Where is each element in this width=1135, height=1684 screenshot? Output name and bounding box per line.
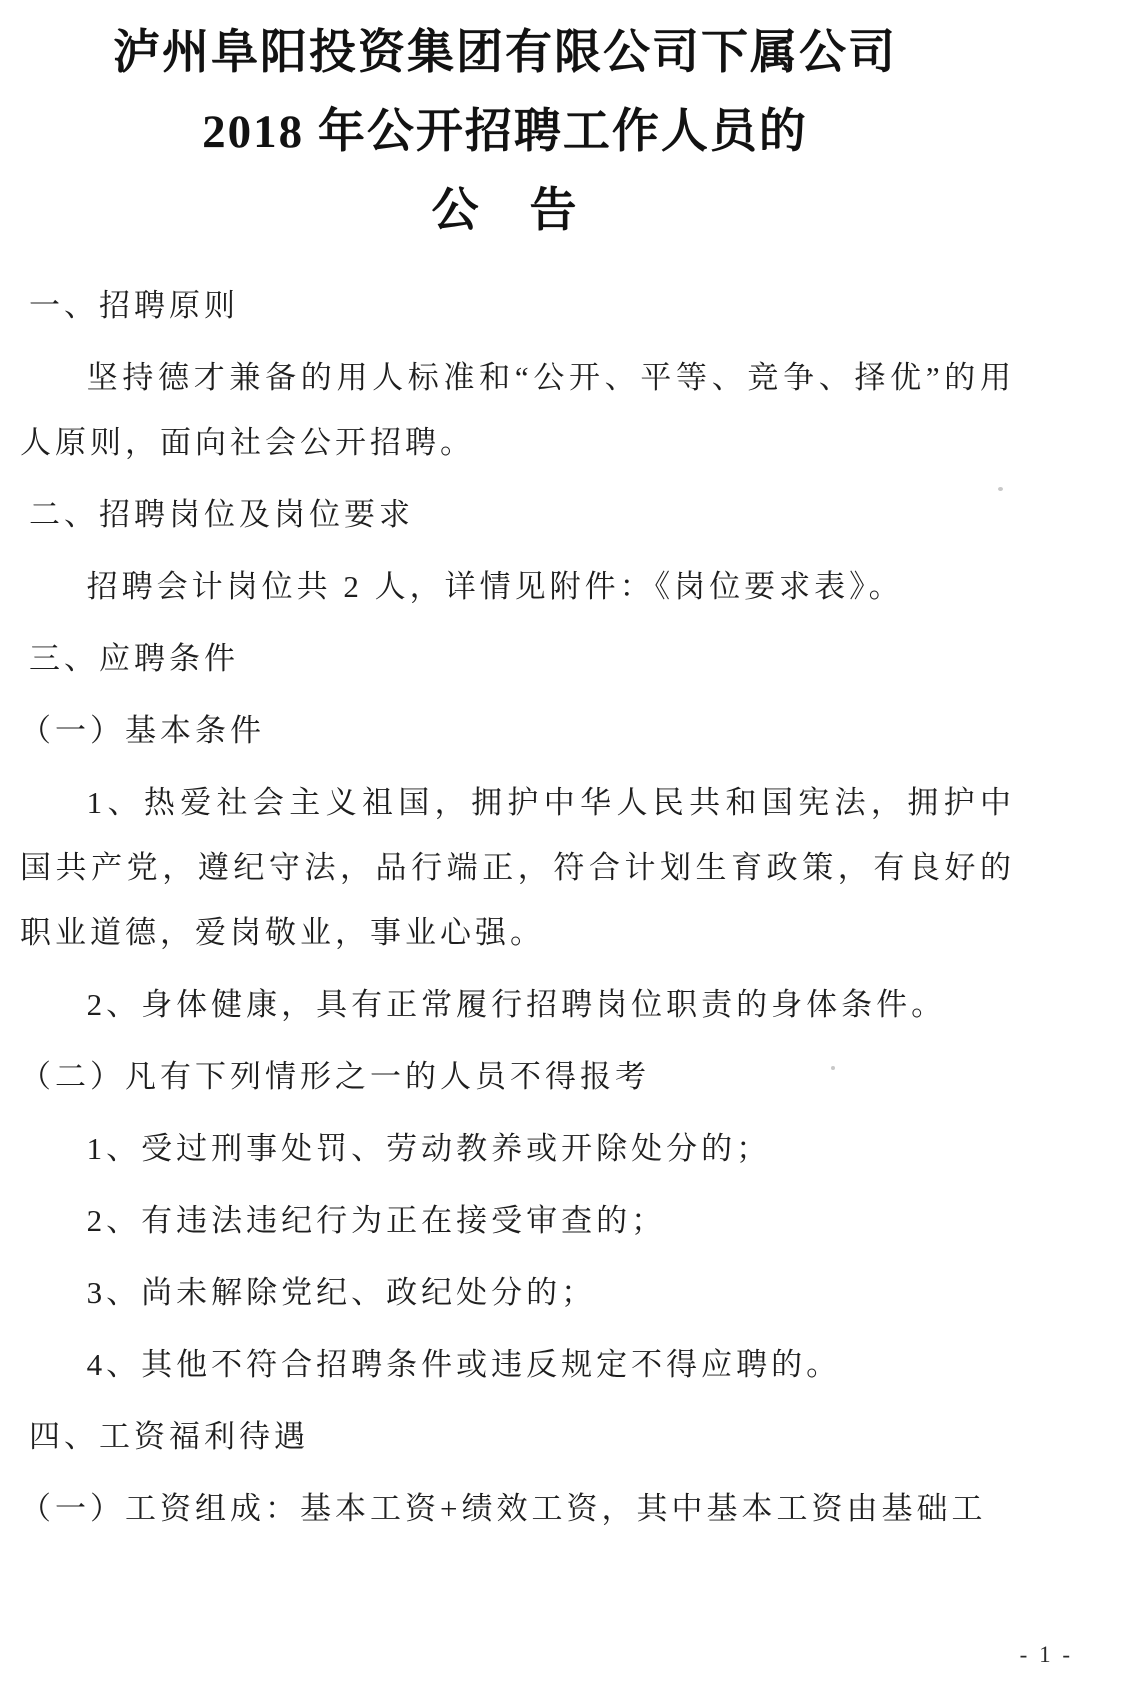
title-line-2: 2018 年公开招聘工作人员的: [202, 106, 808, 158]
exclusion-item-3: 3、尚未解除党纪、政纪处分的；: [86, 1275, 597, 1310]
section-heading-3: 三、应聘条件: [29, 641, 239, 676]
document-body: [20, 273, 1015, 1541]
subsection-heading-exclusions: （二）凡有下列情形之一的人员不得报考: [20, 1059, 650, 1094]
subsection-heading-basic: （一）基本条件: [20, 713, 265, 748]
paragraph-salary: （一）工资组成：基本工资+绩效工资，其中基本工资由基础工: [20, 1491, 987, 1526]
scan-speck: [831, 1066, 835, 1070]
section-heading-1: 一、招聘原则: [29, 288, 239, 323]
section-heading-4: 四、工资福利待遇: [29, 1419, 309, 1454]
section-heading-2: 二、招聘岗位及岗位要求: [29, 497, 414, 532]
document-title: [0, 0, 1010, 251]
scan-speck: [998, 487, 1003, 491]
condition-item-1: 1、热爱社会主义祖国，拥护中华人民共和国宪法，拥护中国共产党，遵纪守法，品行端正，符合计划生育政策，有良好的职业道德，爱岗敬业，事业心强。: [20, 785, 1015, 950]
page-number: - 1 -: [1019, 1642, 1073, 1667]
paragraph-positions: 招聘会计岗位共 2 人，详情见附件：《岗位要求表》。: [86, 569, 904, 604]
title-line-1: 泸州阜阳投资集团有限公司下属公司: [113, 27, 897, 79]
exclusion-item-4: 4、其他不符合招聘条件或违反规定不得应聘的。: [86, 1347, 842, 1382]
title-line-3: 公 告: [431, 185, 579, 237]
condition-item-2: 2、身体健康，具有正常履行招聘岗位职责的身体条件。: [86, 987, 947, 1022]
exclusion-item-2: 2、有违法违纪行为正在接受审查的；: [86, 1203, 667, 1238]
exclusion-item-1: 1、受过刑事处罚、劳动教养或开除处分的；: [86, 1131, 772, 1166]
paragraph-principles: 坚持德才兼备的用人标准和“公开、平等、竞争、择优”的用人原则，面向社会公开招聘。: [20, 360, 1015, 460]
